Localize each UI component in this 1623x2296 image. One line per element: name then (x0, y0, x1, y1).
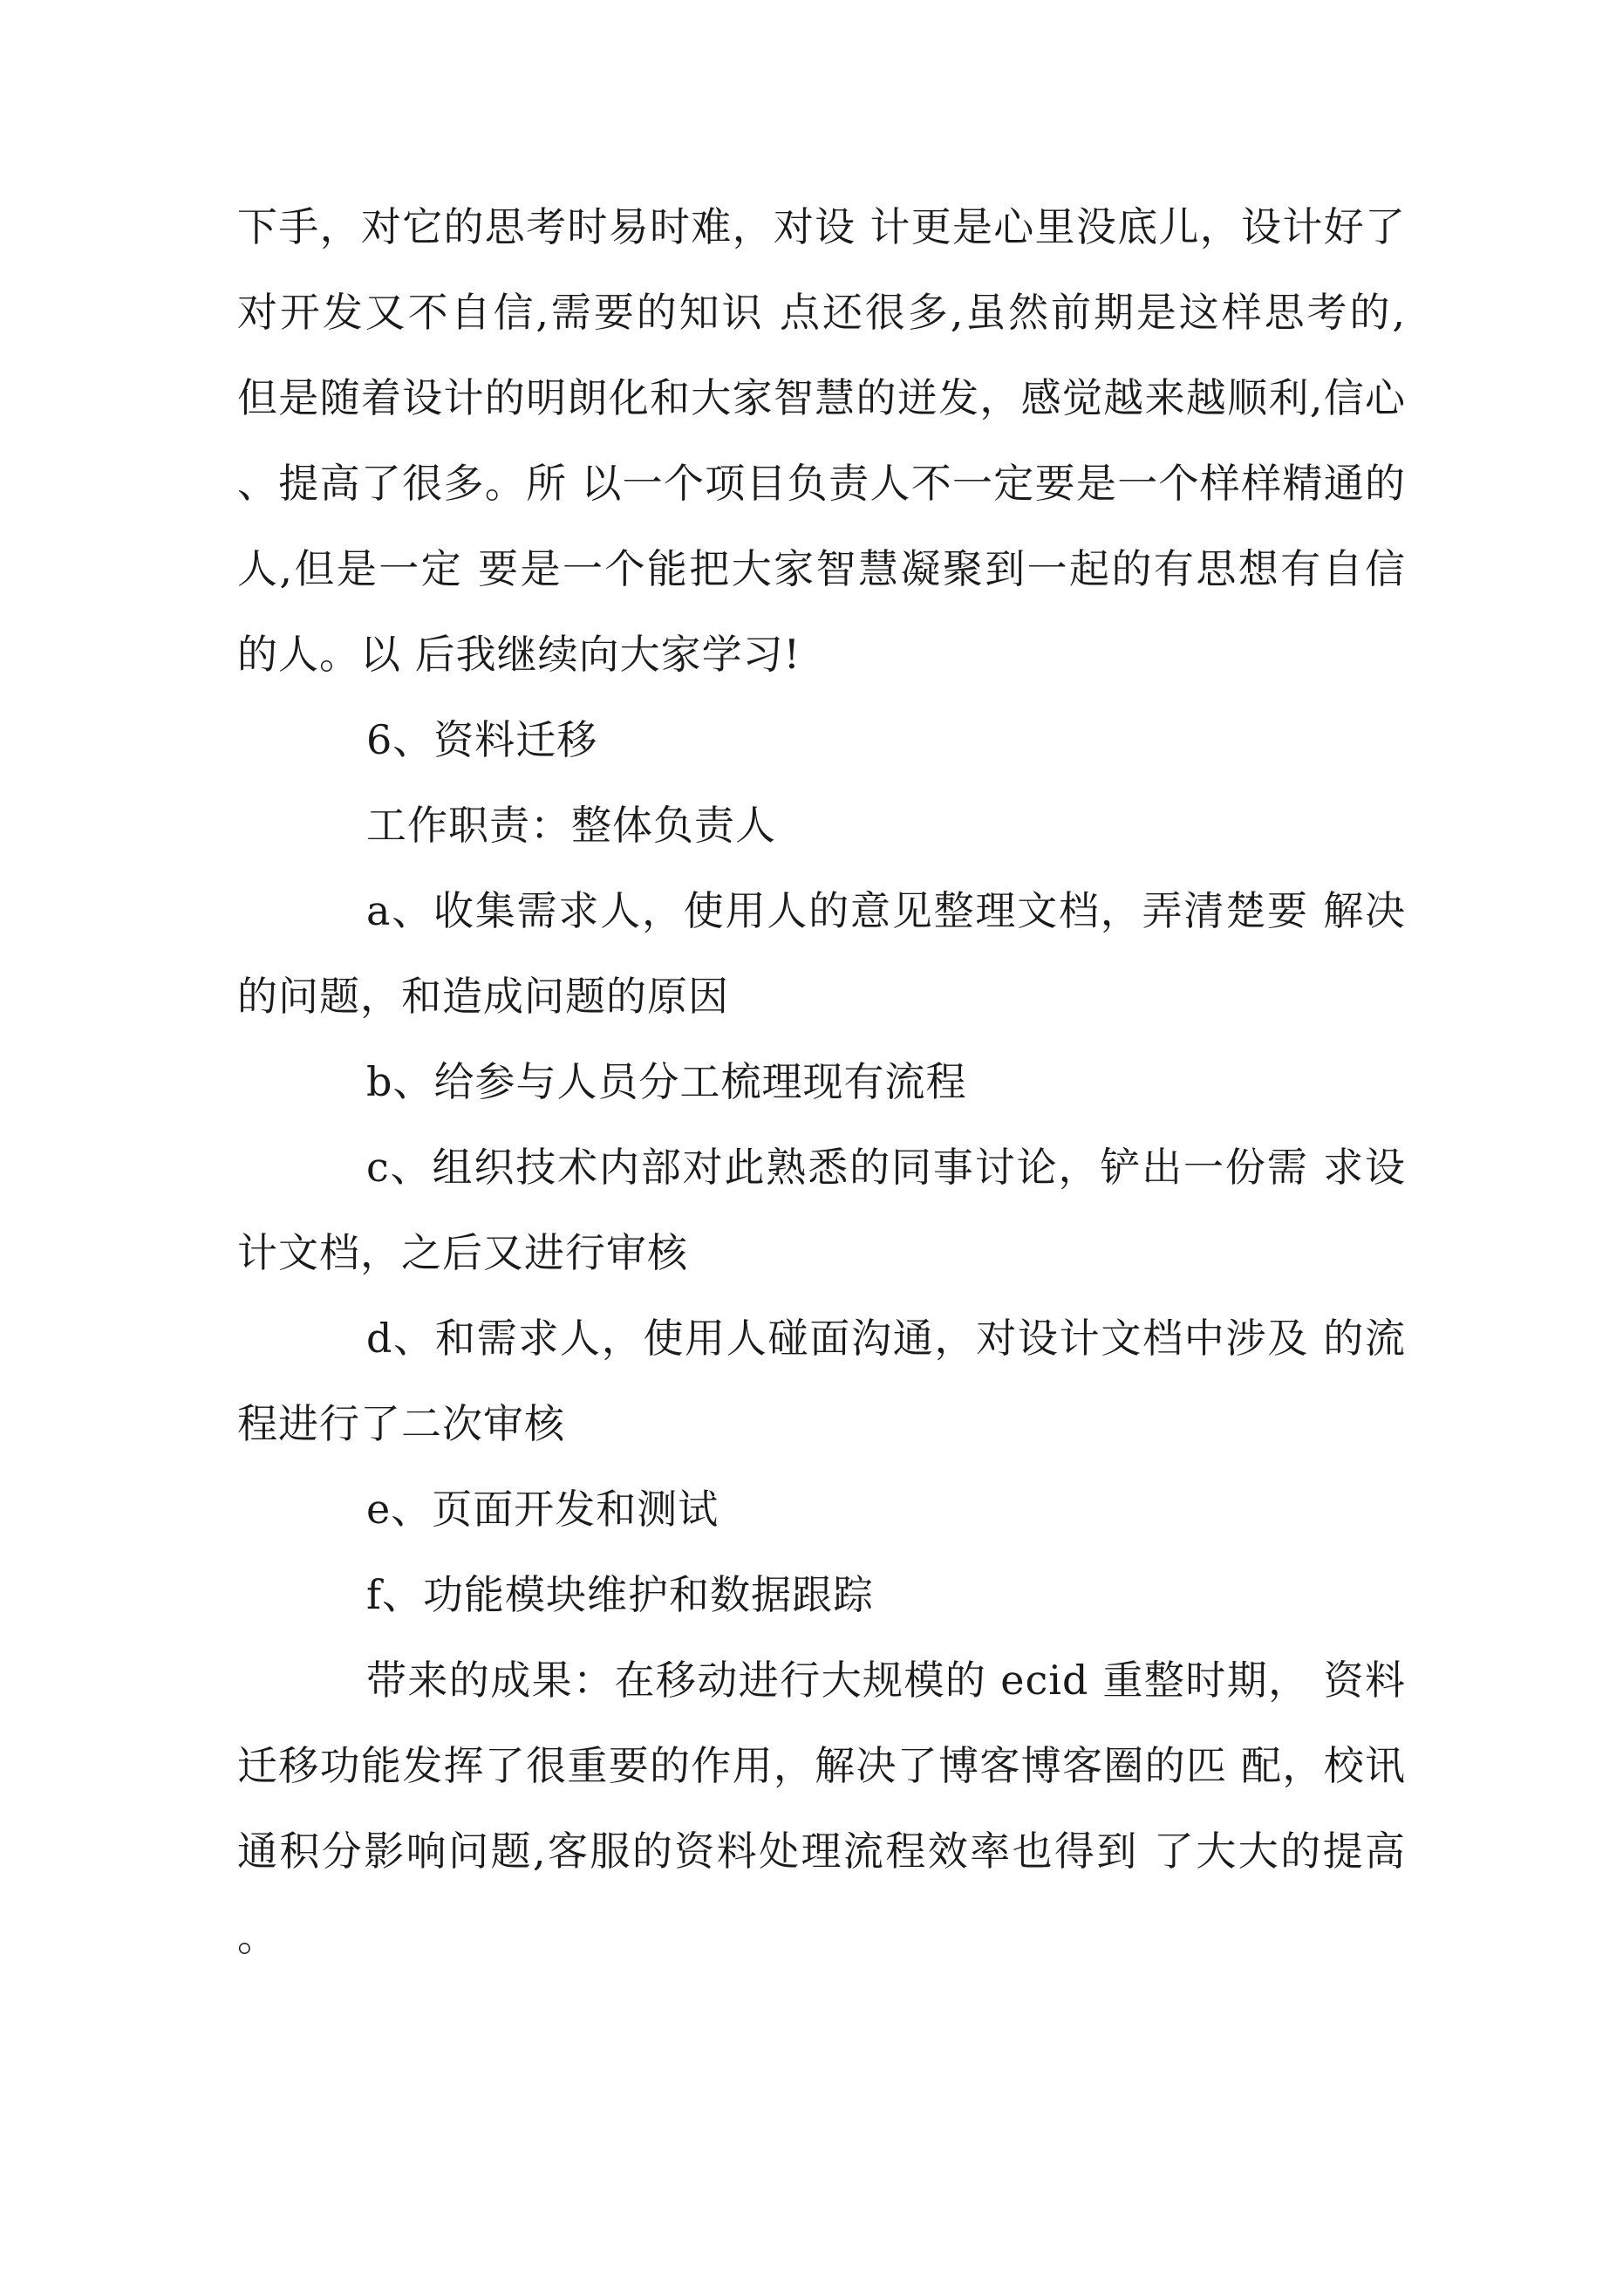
list-item: a、收集需求人，使用人的意见整理文档，弄清楚要 解决 (366, 887, 1406, 934)
paragraph-line: 通积分影响问题,客服的资料处理流程效率也得到 了大大的提高 (237, 1828, 1406, 1875)
paragraph-line: 计文档，之后又进行审核 (237, 1229, 688, 1276)
paragraph-line: 。 (237, 1913, 278, 1960)
paragraph-line: 、提高了很多。所 以一个项目负责人不一定要是一个样样精通的 (237, 460, 1406, 507)
paragraph-line: 下手，对它的思考时易时难，对设 计更是心里没底儿，设计好了 (237, 203, 1406, 250)
list-item: e、页面开发和测试 (366, 1486, 719, 1533)
section-heading: 6、资料迁移 (366, 716, 598, 763)
paragraph-line: 带来的成果：在移动进行大规模的 ecid 重整时期， 资料 (366, 1657, 1406, 1704)
paragraph-line: 工作职责：整体负责人 (366, 802, 776, 849)
list-item: b、给参与人员分工梳理现有流程 (366, 1058, 967, 1105)
paragraph-line: 的人。以 后我继续向大家学习! (237, 631, 801, 678)
list-item: d、和需求人，使用人碰面沟通，对设计文档中涉及 的流 (366, 1315, 1406, 1362)
list-item: f、功能模块维护和数据跟踪 (366, 1571, 875, 1618)
list-item: c、组织技术内部对此熟悉的同事讨论，铲出一份需 求设 (366, 1144, 1406, 1191)
paragraph-line: 的问题，和造成问题的原因 (237, 973, 729, 1020)
paragraph-line: 迁移功能发挥了很重要的作用，解决了博客博客圈的匹 配，校讯 (237, 1742, 1406, 1789)
paragraph-line: 程进行了二次审核 (237, 1400, 565, 1447)
paragraph-line: 人,但是一定 要是一个能把大家智慧凝聚到一起的有思想有自信 (237, 545, 1406, 592)
paragraph-line: 但是随着设计的明朗化和大家智慧的迸发，感觉越来越顺利,信心 (237, 374, 1406, 421)
paragraph-line: 对开发又不自信,需要的知识 点还很多,虽然前期是这样思考的, (237, 289, 1406, 336)
